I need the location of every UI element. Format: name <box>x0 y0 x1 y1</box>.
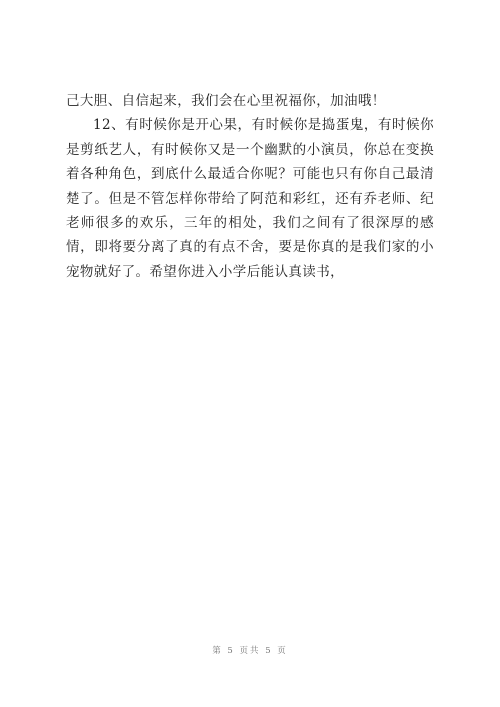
paragraph-continuation: 己大胆、自信起来，我们会在心里祝福你，加油哦！ <box>66 93 386 109</box>
page-footer: 第 5 页共 5 页 <box>212 646 288 656</box>
paragraph-item-12: 12、有时候你是开心果，有时候你是捣蛋鬼，有时候你是剪纸艺人，有时候你又是一个幽默的小演员，你总在变换着各种角色，到底什么最适合你呢？可能也只有你自己最清楚了。但是不管怎样你带给了阿范和彩红，还有乔老师、纪老师很多的欢乐，三年的相处，我们之间有了很深厚的感情，即将要分离了真的有点不舍，要是你真的是我们家的小宠物就好了。希望你进入小学后能认真读书， <box>66 117 434 280</box>
document-body <box>66 89 434 284</box>
